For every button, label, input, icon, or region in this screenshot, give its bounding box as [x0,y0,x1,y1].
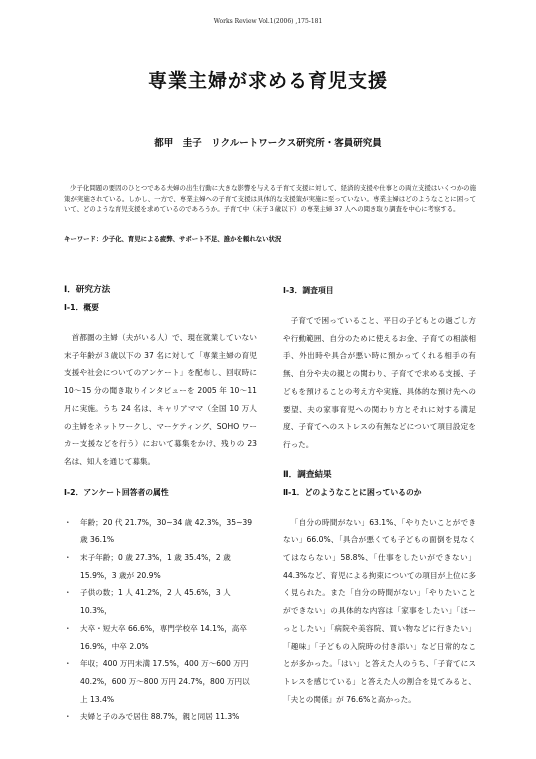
bullet-icon: ・ [64,588,72,598]
abstract [64,183,476,215]
respondent-attribute-list [64,514,257,726]
troubles-paragraph: 「自分の時間がない」63.1%、「やりたいことができない」66.0%、「具合が悪くても子どもの面倒を見なくてはならない」58.8%、「仕事をしたいができない」44.3%など、育児による拘束についての項目が上位に多く見られた。また「自分の時間がない」「やりたいことができない」の具体的な内容は「家事をしたい」「ほーっとしたい」「病院や美容院、買い物などに行きたい」「趣味」「子どもの入院時の付き添い」など日常的なことが多かった。「はい」と答えた人のうち、「子育てにストレスを感じている」と答えた人の割合を見てみると、「夫との関係」が 76.6%と高かった。 [283,517,476,704]
author-line: 都甲 圭子 リクルートワークス研究所・客員研究員 [154,138,382,149]
section-heading-methods: Ⅰ．研究方法 [64,285,111,295]
survey-items-paragraph: 子育てで困っていること、平日の子どもとの過ごし方や行動範囲、自分のために使えるお金、子育ての相談相手、外出時や具合が悪い時に預かってくれる相手の有無、自分や夫の親との関わり、子育てで求める支援、子どもを預けることの考え方や実施、具体的な預け先への要望、夫の家事育児への関わり方とそれに対する満足度、子育てへのストレスの有無などについて項目設定を行った。 [283,316,476,449]
subsection-heading-respondents: Ⅰ-2．アンケート回答者の属性 [64,487,169,497]
list-item: ・ 年齢；20 代 21.7%，30~34 歳 42.3%，35~39 歳 36.1% [64,514,257,549]
paper-title: 専業主婦が求める育児支援 [147,70,388,92]
overview-paragraph: 首都圏の主婦（夫がいる人）で、現在就業していない末子年齢が３歳以下の 37 名に対して「専業主婦の育児支援や社会についてのアンケート」を配布し、回収時に 10～15 分の聞き取りインタビューを 2005 年 10～11 月に実施。うち 24 名は、キャリアママ（全国 10 万人の主婦をネットワークし、マーケティング、SOHO ワーカー支援などを行う）において募集をかけ、残りの 23 名は、知人を通じて募集。 [64,333,257,466]
journal-header: Works Review Vol.1(2006) ,175-181 [213,18,323,25]
bullet-icon: ・ [64,553,72,563]
section-heading-results: Ⅱ．調査結果 [283,469,332,480]
right-column [283,282,476,708]
list-item: ・ 大卒・短大卒 66.6%，専門学校卒 14.1%，高卒 16.9%，中卒 2.0% [64,620,257,655]
keywords: キーワード：少子化、育児による疲弊、サポート不足、誰かを頼れない状況 [64,235,282,243]
bullet-icon: ・ [64,623,72,633]
bullet-icon: ・ [64,712,72,722]
list-item: ・ 夫婦と子のみで居住 88.7%，親と同居 11.3% [64,708,257,726]
list-item: ・ 子供の数；1 人 41.2%，2 人 45.6%，3 人 10.3%， [64,584,257,619]
subsection-heading-survey-items: Ⅰ-3．調査項目 [283,286,334,295]
list-item: ・ 年収；400 万円未満 17.5%，400 万～600 万円 40.2%，600 万～800 万円 24.7%，800 万円以上 13.4% [64,655,257,708]
bullet-icon: ・ [64,659,72,669]
abstract-text: 少子化問題の要因のひとつである夫婦の出生行動に大きな影響を与える子育て支援に対して、経済的支援や仕事との両立支援はいくつかの施策が実施されている。しかし、一方で、専業主婦への子育て支援は具体的な支援策が実施に至っていない。専業主婦はどのようなことに困っていて、どのような育児支援を求めているのであろうか。子育て中（末子３歳以下）の専業主婦 37 人への聞き取り調査を中心に考察する。 [64,184,476,213]
list-item: ・ 末子年齢；0 歳 27.3%，1 歳 35.4%，2 歳 15.9%，3 歳が 20.9% [64,549,257,584]
subsection-heading-overview: Ⅰ-1．概要 [64,303,99,312]
bullet-icon: ・ [64,517,72,527]
subsection-heading-troubles: Ⅱ-1．どのようなことに困っているのか [283,487,422,497]
left-column [64,282,257,726]
